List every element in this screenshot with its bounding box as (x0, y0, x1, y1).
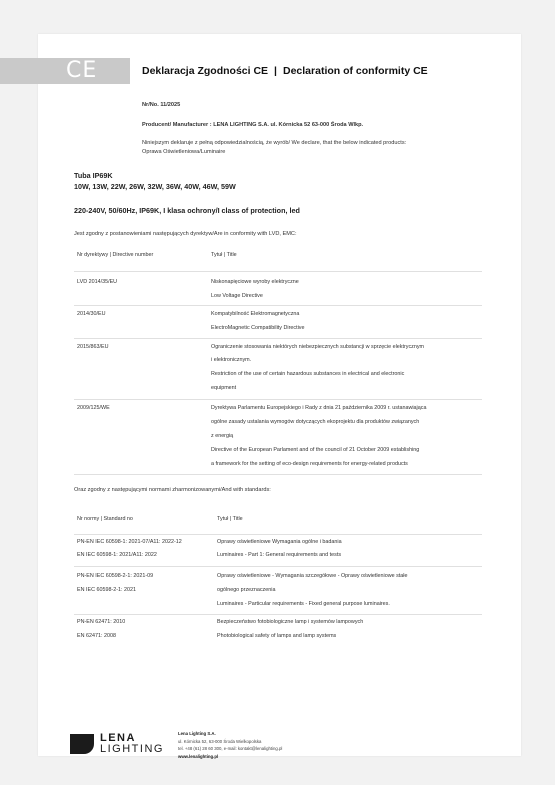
directive-title-line: Restriction of the use of certain hazardous substances in electrical and electronic (211, 371, 405, 377)
ce-logo: CE (66, 58, 98, 83)
standards-header-number: Nr normy | Standard no (77, 516, 133, 522)
directives-intro: Jest zgodny z postanowieniami następujących dyrektyw/Are in conformity with LVD, EMC: (74, 231, 297, 237)
directive-number: LVD 2014/35/EU (77, 279, 118, 285)
declaration-product-type: Oprawa Oświetleniowa/Luminaire (142, 149, 226, 155)
standard-title-line: Luminaires - Particular requirements - Fixed general purpose luminaires. (217, 601, 390, 607)
product-name: Tuba IP69K (74, 171, 113, 180)
directive-title-line: a framework for the setting of eco-design requirements for energy-related products (211, 461, 408, 467)
logo-text-lena: LENA (100, 732, 136, 744)
directive-number: 2014/30/EU (77, 311, 106, 317)
standards-header-rule (74, 534, 482, 535)
standards-intro: Oraz zgodny z następującymi normami zharmonizowanymi/And with standards: (74, 487, 271, 493)
standard-title-line: Oprawy oświetleniowe Wymagania ogólne i badania (217, 539, 342, 545)
page-title (142, 65, 428, 77)
directive-title-line: ogólne zasady ustalania wymogów dotyczących ekoprojektu dla produktów związanych (211, 419, 420, 425)
standard-number: PN-EN IEC 60598-2-1: 2021-09 (77, 573, 154, 579)
standards-header-title: Tytuł | Title (217, 516, 243, 522)
directive-title-line: ElectroMagnetic Compatibility Directive (211, 325, 305, 331)
directive-title-line: z energią (211, 433, 234, 439)
logo-text-lighting: LIGHTING (100, 743, 164, 755)
ce-band (0, 58, 130, 84)
standard-number: EN IEC 60598-2-1: 2021 (77, 587, 137, 593)
product-powers: 10W, 13W, 22W, 26W, 32W, 36W, 40W, 46W, 59W (74, 182, 236, 191)
standard-number: PN-EN IEC 60598-1: 2021-07/A11: 2022-12 (77, 539, 182, 545)
row-rule (74, 614, 482, 615)
directive-title-line: Dyrektywa Parlamentu Europejskiego i Rady z dnia 21 października 2009 r. ustanawiająca (211, 405, 427, 411)
producer-label: Producent/ Manufacturer : (142, 122, 212, 128)
standard-title-line: ogólnego przeznaczenia (217, 587, 276, 593)
directives-header-number: Nr dyrektywy | Directive number (77, 252, 154, 258)
directive-title-line: equipment (211, 385, 237, 391)
product-spec: 220-240V, 50/60Hz, IP69K, I klasa ochrony/I class of protection, led (74, 206, 300, 215)
directive-number: 2009/125/WE (77, 405, 110, 411)
producer-line (142, 121, 363, 130)
directive-title-line: Directive of the European Parlament and of the council of 21 October 2009 establishing (211, 447, 420, 453)
directive-title-line: Low Voltage Directive (211, 293, 263, 299)
directive-number: 2015/863/EU (77, 344, 109, 350)
logo-mark-icon (70, 734, 94, 754)
directive-title-line: Ograniczenie stosowania niektórych niebezpiecznych substancji w sprzęcie elektrycznym (211, 344, 425, 350)
row-rule (74, 566, 482, 567)
standard-number: EN 62471: 2008 (77, 633, 116, 639)
declaration-text: Niniejszym deklaruje z pełną odpowiedzialnością, że wyrób/ We declare, that the below indicated products: (142, 140, 407, 146)
footer-contact (178, 730, 282, 760)
row-rule (74, 305, 482, 306)
standard-title-line: Photobiological safety of lamps and lamp systems (217, 633, 337, 639)
standard-title-line: Oprawy oświetleniowe - Wymagania szczegółowe - Oprawy oświetleniowe stałe (217, 573, 408, 579)
standard-number: EN IEC 60598-1: 2021/A11: 2022 (77, 552, 157, 558)
directives-header-rule (74, 271, 482, 272)
directives-header-title: Tytuł | Title (211, 252, 237, 258)
title-polish: Deklaracja Zgodności CE (142, 65, 269, 77)
directive-title-line: Niskonapięciowe wyroby elektryczne (211, 279, 299, 285)
declaration-number: Nr/No. 11/2025 (142, 102, 181, 108)
footer-website: www.lenalighting.pl (178, 753, 219, 759)
row-rule (74, 338, 482, 339)
title-english: Declaration of conformity CE (283, 65, 428, 77)
footer-address: ul. Kórnicka 52, 63-000 Środa Wielkopolska (178, 738, 262, 744)
title-separator: | (274, 65, 277, 77)
standard-title-line: Luminaires - Part 1: General requirements and tests (217, 552, 342, 558)
row-rule (74, 399, 482, 400)
row-rule (74, 474, 482, 475)
directive-title-line: i elektronicznym. (211, 357, 252, 363)
directive-title-line: Kompatybilność Elektromagnetyczna (211, 311, 300, 317)
standard-title-line: Bezpieczeństwo fotobiologiczne lamp i systemów lampowych (217, 619, 364, 625)
footer-phone-email: tel. +48 (61) 28 60 300, e-mail: kontakt@lenalighting.pl (178, 746, 283, 751)
footer-company: Lena Lighting S.A. (178, 731, 216, 736)
producer-value: LENA LIGHTING S.A. ul. Kórnicka 52 63-000 Środa Wlkp. (213, 122, 364, 128)
standard-number: PN-EN 62471: 2010 (77, 619, 126, 625)
